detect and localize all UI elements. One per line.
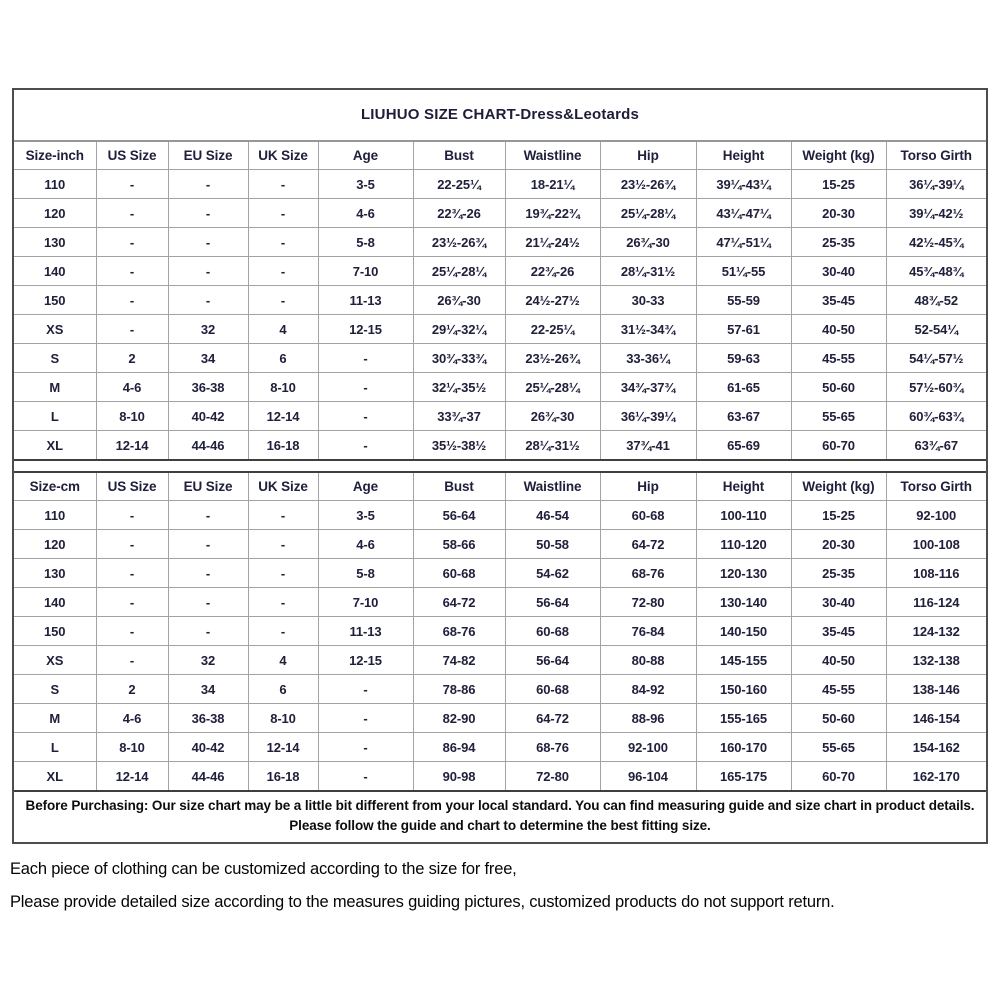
cm-cell-r4-c7: 76-84 — [600, 617, 696, 646]
cm-cell-r6-c0: S — [14, 675, 96, 704]
inch-cell-r7-c1: 4-6 — [96, 373, 168, 402]
inch-cell-r1-c10: 39¼-42½ — [886, 199, 986, 228]
cm-cell-r5-c1: - — [96, 646, 168, 675]
inch-table-row-L — [14, 402, 986, 431]
inch-cell-r2-c0: 130 — [14, 228, 96, 257]
inch-cell-r0-c10: 36¼-39¼ — [886, 170, 986, 199]
inch-cell-r4-c8: 55-59 — [696, 286, 791, 315]
cm-column-header-10: Torso Girth — [886, 473, 986, 501]
inch-cell-r4-c3: - — [248, 286, 318, 315]
inch-table-row-XL — [14, 431, 986, 460]
inch-cell-r4-c9: 35-45 — [791, 286, 886, 315]
cm-cell-r2-c7: 68-76 — [600, 559, 696, 588]
inch-cell-r6-c7: 33-36¼ — [600, 344, 696, 373]
inch-table-row-150 — [14, 286, 986, 315]
cm-cell-r9-c5: 90-98 — [413, 762, 505, 791]
inch-cell-r9-c1: 12-14 — [96, 431, 168, 460]
cm-cell-r3-c5: 64-72 — [413, 588, 505, 617]
inch-cell-r9-c6: 28¼-31½ — [505, 431, 600, 460]
cm-cell-r9-c8: 165-175 — [696, 762, 791, 791]
cm-table-row-XS — [14, 646, 986, 675]
customization-note-line-2: Please provide detailed size according to the measures guiding pictures, customized products do not support return. — [10, 893, 835, 911]
inch-cell-r0-c7: 23½-26¾ — [600, 170, 696, 199]
cm-table-row-110 — [14, 501, 986, 530]
inch-cell-r0-c1: - — [96, 170, 168, 199]
cm-cell-r2-c10: 108-116 — [886, 559, 986, 588]
inch-cell-r3-c8: 51¼-55 — [696, 257, 791, 286]
cm-cell-r7-c2: 36-38 — [168, 704, 248, 733]
cm-cell-r6-c2: 34 — [168, 675, 248, 704]
cm-cell-r3-c4: 7-10 — [318, 588, 413, 617]
inch-column-header-2: EU Size — [168, 142, 248, 170]
inch-cell-r3-c6: 22¾-26 — [505, 257, 600, 286]
cm-cell-r4-c8: 140-150 — [696, 617, 791, 646]
cm-cell-r5-c10: 132-138 — [886, 646, 986, 675]
cm-cell-r5-c2: 32 — [168, 646, 248, 675]
cm-cell-r8-c3: 12-14 — [248, 733, 318, 762]
cm-cell-r0-c2: - — [168, 501, 248, 530]
cm-cell-r9-c1: 12-14 — [96, 762, 168, 791]
inch-cell-r8-c1: 8-10 — [96, 402, 168, 431]
inch-cell-r1-c8: 43¼-47¼ — [696, 199, 791, 228]
cm-cell-r6-c3: 6 — [248, 675, 318, 704]
cm-cell-r1-c6: 50-58 — [505, 530, 600, 559]
cm-column-header-3: UK Size — [248, 473, 318, 501]
inch-cell-r5-c3: 4 — [248, 315, 318, 344]
table-separator — [14, 459, 986, 473]
inch-cell-r5-c7: 31½-34¾ — [600, 315, 696, 344]
inch-cell-r3-c4: 7-10 — [318, 257, 413, 286]
cm-cell-r0-c8: 100-110 — [696, 501, 791, 530]
cm-table-row-130 — [14, 559, 986, 588]
cm-column-header-4: Age — [318, 473, 413, 501]
inch-cell-r7-c0: M — [14, 373, 96, 402]
customization-note-line-1: Each piece of clothing can be customized according to the size for free, — [10, 860, 517, 878]
cm-table-row-150 — [14, 617, 986, 646]
cm-cell-r2-c3: - — [248, 559, 318, 588]
inch-cell-r1-c5: 22¾-26 — [413, 199, 505, 228]
cm-cell-r1-c9: 20-30 — [791, 530, 886, 559]
cm-cell-r8-c0: L — [14, 733, 96, 762]
inch-table-row-110 — [14, 170, 986, 199]
inch-cell-r2-c2: - — [168, 228, 248, 257]
inch-cell-r6-c10: 54¼-57½ — [886, 344, 986, 373]
inch-table-row-XS — [14, 315, 986, 344]
cm-cell-r8-c4: - — [318, 733, 413, 762]
inch-cell-r3-c10: 45¾-48¾ — [886, 257, 986, 286]
cm-cell-r4-c4: 11-13 — [318, 617, 413, 646]
cm-cell-r8-c10: 154-162 — [886, 733, 986, 762]
inch-cell-r5-c1: - — [96, 315, 168, 344]
inch-cell-r0-c2: - — [168, 170, 248, 199]
cm-cell-r2-c1: - — [96, 559, 168, 588]
inch-cell-r3-c3: - — [248, 257, 318, 286]
cm-cell-r1-c3: - — [248, 530, 318, 559]
inch-column-header-9: Weight (kg) — [791, 142, 886, 170]
cm-column-header-5: Bust — [413, 473, 505, 501]
cm-cell-r0-c4: 3-5 — [318, 501, 413, 530]
inch-cell-r8-c5: 33¾-37 — [413, 402, 505, 431]
cm-cell-r2-c5: 60-68 — [413, 559, 505, 588]
cm-cell-r8-c2: 40-42 — [168, 733, 248, 762]
cm-table-row-L — [14, 733, 986, 762]
inch-cell-r4-c1: - — [96, 286, 168, 315]
inch-cell-r2-c5: 23½-26¾ — [413, 228, 505, 257]
inch-cell-r9-c4: - — [318, 431, 413, 460]
inch-cell-r9-c3: 16-18 — [248, 431, 318, 460]
cm-cell-r3-c10: 116-124 — [886, 588, 986, 617]
inch-cell-r0-c3: - — [248, 170, 318, 199]
cm-cell-r6-c5: 78-86 — [413, 675, 505, 704]
inch-table-row-130 — [14, 228, 986, 257]
cm-cell-r4-c6: 60-68 — [505, 617, 600, 646]
inch-cell-r4-c0: 150 — [14, 286, 96, 315]
inch-column-header-4: Age — [318, 142, 413, 170]
inch-cell-r5-c4: 12-15 — [318, 315, 413, 344]
cm-cell-r7-c7: 88-96 — [600, 704, 696, 733]
inch-table-row-120 — [14, 199, 986, 228]
cm-cell-r9-c2: 44-46 — [168, 762, 248, 791]
cm-cell-r8-c7: 92-100 — [600, 733, 696, 762]
inch-cell-r7-c9: 50-60 — [791, 373, 886, 402]
cm-cell-r1-c5: 58-66 — [413, 530, 505, 559]
cm-cell-r1-c2: - — [168, 530, 248, 559]
inch-cell-r6-c2: 34 — [168, 344, 248, 373]
inch-cell-r7-c7: 34¾-37¾ — [600, 373, 696, 402]
inch-cell-r9-c2: 44-46 — [168, 431, 248, 460]
cm-cell-r7-c3: 8-10 — [248, 704, 318, 733]
inch-column-header-1: US Size — [96, 142, 168, 170]
cm-cell-r9-c3: 16-18 — [248, 762, 318, 791]
inch-cell-r2-c6: 21¼-24½ — [505, 228, 600, 257]
cm-cell-r3-c2: - — [168, 588, 248, 617]
cm-cell-r8-c1: 8-10 — [96, 733, 168, 762]
inch-cell-r2-c1: - — [96, 228, 168, 257]
inch-cell-r9-c10: 63¾-67 — [886, 431, 986, 460]
inch-cell-r3-c2: - — [168, 257, 248, 286]
inch-cell-r0-c6: 18-21¼ — [505, 170, 600, 199]
inch-cell-r3-c1: - — [96, 257, 168, 286]
cm-table-row-140 — [14, 588, 986, 617]
cm-cell-r3-c3: - — [248, 588, 318, 617]
size-chart-cm-table — [14, 473, 986, 790]
cm-column-header-9: Weight (kg) — [791, 473, 886, 501]
cm-cell-r0-c3: - — [248, 501, 318, 530]
cm-cell-r1-c0: 120 — [14, 530, 96, 559]
inch-cell-r2-c7: 26¾-30 — [600, 228, 696, 257]
cm-cell-r0-c9: 15-25 — [791, 501, 886, 530]
size-chart-inch-table — [14, 142, 986, 459]
inch-cell-r9-c8: 65-69 — [696, 431, 791, 460]
inch-column-header-8: Height — [696, 142, 791, 170]
inch-column-header-0: Size-inch — [14, 142, 96, 170]
inch-table-body — [14, 170, 986, 460]
inch-cell-r0-c9: 15-25 — [791, 170, 886, 199]
inch-cell-r5-c0: XS — [14, 315, 96, 344]
inch-cell-r7-c3: 8-10 — [248, 373, 318, 402]
cm-cell-r2-c2: - — [168, 559, 248, 588]
cm-cell-r5-c7: 80-88 — [600, 646, 696, 675]
cm-cell-r4-c3: - — [248, 617, 318, 646]
cm-cell-r7-c8: 155-165 — [696, 704, 791, 733]
cm-cell-r6-c6: 60-68 — [505, 675, 600, 704]
inch-cell-r0-c0: 110 — [14, 170, 96, 199]
inch-cell-r5-c9: 40-50 — [791, 315, 886, 344]
inch-cell-r7-c6: 25¼-28¼ — [505, 373, 600, 402]
inch-column-header-3: UK Size — [248, 142, 318, 170]
cm-cell-r0-c0: 110 — [14, 501, 96, 530]
cm-cell-r1-c10: 100-108 — [886, 530, 986, 559]
inch-cell-r6-c0: S — [14, 344, 96, 373]
cm-cell-r8-c5: 86-94 — [413, 733, 505, 762]
inch-cell-r2-c3: - — [248, 228, 318, 257]
cm-header-row — [14, 473, 986, 501]
inch-column-header-6: Waistline — [505, 142, 600, 170]
inch-cell-r7-c2: 36-38 — [168, 373, 248, 402]
cm-column-header-7: Hip — [600, 473, 696, 501]
cm-cell-r7-c10: 146-154 — [886, 704, 986, 733]
cm-cell-r6-c9: 45-55 — [791, 675, 886, 704]
inch-cell-r0-c4: 3-5 — [318, 170, 413, 199]
cm-table-row-S — [14, 675, 986, 704]
inch-cell-r9-c7: 37¾-41 — [600, 431, 696, 460]
inch-cell-r4-c5: 26¾-30 — [413, 286, 505, 315]
cm-cell-r0-c5: 56-64 — [413, 501, 505, 530]
inch-cell-r7-c8: 61-65 — [696, 373, 791, 402]
inch-cell-r1-c7: 25¼-28¼ — [600, 199, 696, 228]
inch-cell-r8-c0: L — [14, 402, 96, 431]
inch-cell-r5-c10: 52-54¼ — [886, 315, 986, 344]
inch-column-header-7: Hip — [600, 142, 696, 170]
inch-cell-r8-c9: 55-65 — [791, 402, 886, 431]
inch-cell-r6-c1: 2 — [96, 344, 168, 373]
inch-cell-r2-c4: 5-8 — [318, 228, 413, 257]
cm-cell-r5-c0: XS — [14, 646, 96, 675]
inch-cell-r8-c8: 63-67 — [696, 402, 791, 431]
inch-cell-r6-c4: - — [318, 344, 413, 373]
inch-cell-r1-c1: - — [96, 199, 168, 228]
inch-cell-r2-c8: 47¼-51¼ — [696, 228, 791, 257]
inch-column-header-10: Torso Girth — [886, 142, 986, 170]
cm-cell-r9-c6: 72-80 — [505, 762, 600, 791]
cm-cell-r4-c10: 124-132 — [886, 617, 986, 646]
purchase-note: Before Purchasing: Our size chart may be a little bit different from your local standard. You can find measuring guide and size chart in product details. Please follow the guide and chart to determine the best fitting size. — [14, 790, 986, 842]
inch-cell-r3-c0: 140 — [14, 257, 96, 286]
cm-cell-r8-c8: 160-170 — [696, 733, 791, 762]
cm-cell-r6-c4: - — [318, 675, 413, 704]
cm-cell-r9-c7: 96-104 — [600, 762, 696, 791]
inch-cell-r8-c10: 60¾-63¾ — [886, 402, 986, 431]
cm-column-header-8: Height — [696, 473, 791, 501]
cm-table-body — [14, 501, 986, 791]
inch-cell-r5-c8: 57-61 — [696, 315, 791, 344]
cm-cell-r7-c5: 82-90 — [413, 704, 505, 733]
inch-cell-r3-c5: 25¼-28¼ — [413, 257, 505, 286]
inch-cell-r0-c8: 39¼-43¼ — [696, 170, 791, 199]
cm-cell-r3-c0: 140 — [14, 588, 96, 617]
size-chart-container — [12, 88, 988, 844]
cm-cell-r1-c8: 110-120 — [696, 530, 791, 559]
cm-cell-r6-c1: 2 — [96, 675, 168, 704]
inch-cell-r2-c9: 25-35 — [791, 228, 886, 257]
cm-column-header-1: US Size — [96, 473, 168, 501]
cm-cell-r0-c7: 60-68 — [600, 501, 696, 530]
cm-cell-r3-c9: 30-40 — [791, 588, 886, 617]
inch-cell-r8-c7: 36¼-39¼ — [600, 402, 696, 431]
inch-cell-r8-c3: 12-14 — [248, 402, 318, 431]
inch-cell-r3-c7: 28¼-31½ — [600, 257, 696, 286]
cm-cell-r2-c0: 130 — [14, 559, 96, 588]
inch-cell-r8-c2: 40-42 — [168, 402, 248, 431]
inch-cell-r5-c6: 22-25¼ — [505, 315, 600, 344]
cm-cell-r3-c6: 56-64 — [505, 588, 600, 617]
cm-cell-r7-c0: M — [14, 704, 96, 733]
inch-cell-r6-c5: 30¾-33¾ — [413, 344, 505, 373]
inch-cell-r4-c2: - — [168, 286, 248, 315]
cm-cell-r0-c1: - — [96, 501, 168, 530]
cm-table-row-120 — [14, 530, 986, 559]
cm-cell-r5-c6: 56-64 — [505, 646, 600, 675]
inch-cell-r4-c6: 24½-27½ — [505, 286, 600, 315]
inch-cell-r4-c7: 30-33 — [600, 286, 696, 315]
inch-cell-r4-c10: 48¾-52 — [886, 286, 986, 315]
inch-table-row-140 — [14, 257, 986, 286]
inch-cell-r9-c0: XL — [14, 431, 96, 460]
cm-cell-r5-c4: 12-15 — [318, 646, 413, 675]
inch-cell-r8-c4: - — [318, 402, 413, 431]
cm-cell-r7-c1: 4-6 — [96, 704, 168, 733]
cm-cell-r4-c0: 150 — [14, 617, 96, 646]
inch-header-row — [14, 142, 986, 170]
cm-cell-r7-c6: 64-72 — [505, 704, 600, 733]
inch-cell-r9-c5: 35½-38½ — [413, 431, 505, 460]
inch-cell-r7-c5: 32¼-35½ — [413, 373, 505, 402]
inch-cell-r6-c3: 6 — [248, 344, 318, 373]
cm-cell-r4-c2: - — [168, 617, 248, 646]
cm-cell-r6-c7: 84-92 — [600, 675, 696, 704]
cm-cell-r3-c1: - — [96, 588, 168, 617]
inch-cell-r6-c6: 23½-26¾ — [505, 344, 600, 373]
cm-column-header-6: Waistline — [505, 473, 600, 501]
cm-cell-r0-c10: 92-100 — [886, 501, 986, 530]
inch-cell-r3-c9: 30-40 — [791, 257, 886, 286]
cm-cell-r2-c6: 54-62 — [505, 559, 600, 588]
cm-cell-r4-c5: 68-76 — [413, 617, 505, 646]
cm-cell-r1-c4: 4-6 — [318, 530, 413, 559]
cm-cell-r3-c8: 130-140 — [696, 588, 791, 617]
cm-cell-r0-c6: 46-54 — [505, 501, 600, 530]
inch-column-header-5: Bust — [413, 142, 505, 170]
cm-cell-r4-c1: - — [96, 617, 168, 646]
cm-cell-r1-c7: 64-72 — [600, 530, 696, 559]
cm-table-row-M — [14, 704, 986, 733]
cm-cell-r5-c3: 4 — [248, 646, 318, 675]
inch-cell-r5-c5: 29¼-32¼ — [413, 315, 505, 344]
inch-cell-r7-c4: - — [318, 373, 413, 402]
cm-table-header — [14, 473, 986, 501]
cm-column-header-0: Size-cm — [14, 473, 96, 501]
inch-table-row-M — [14, 373, 986, 402]
inch-cell-r1-c3: - — [248, 199, 318, 228]
inch-cell-r4-c4: 11-13 — [318, 286, 413, 315]
cm-cell-r2-c4: 5-8 — [318, 559, 413, 588]
inch-cell-r1-c0: 120 — [14, 199, 96, 228]
cm-cell-r9-c10: 162-170 — [886, 762, 986, 791]
cm-cell-r9-c9: 60-70 — [791, 762, 886, 791]
cm-cell-r2-c9: 25-35 — [791, 559, 886, 588]
cm-cell-r3-c7: 72-80 — [600, 588, 696, 617]
inch-cell-r1-c4: 4-6 — [318, 199, 413, 228]
inch-table-row-S — [14, 344, 986, 373]
cm-cell-r1-c1: - — [96, 530, 168, 559]
inch-cell-r2-c10: 42½-45¾ — [886, 228, 986, 257]
inch-cell-r5-c2: 32 — [168, 315, 248, 344]
inch-cell-r1-c6: 19¾-22¾ — [505, 199, 600, 228]
inch-cell-r1-c9: 20-30 — [791, 199, 886, 228]
inch-cell-r1-c2: - — [168, 199, 248, 228]
inch-table-header — [14, 142, 986, 170]
inch-cell-r6-c8: 59-63 — [696, 344, 791, 373]
cm-cell-r8-c6: 68-76 — [505, 733, 600, 762]
inch-cell-r8-c6: 26¾-30 — [505, 402, 600, 431]
chart-title: LIUHUO SIZE CHART-Dress&Leotards — [14, 90, 986, 142]
cm-cell-r5-c8: 145-155 — [696, 646, 791, 675]
inch-cell-r0-c5: 22-25¼ — [413, 170, 505, 199]
inch-cell-r7-c10: 57½-60¾ — [886, 373, 986, 402]
cm-cell-r4-c9: 35-45 — [791, 617, 886, 646]
cm-table-row-XL — [14, 762, 986, 791]
cm-cell-r5-c9: 40-50 — [791, 646, 886, 675]
cm-cell-r7-c9: 50-60 — [791, 704, 886, 733]
cm-column-header-2: EU Size — [168, 473, 248, 501]
cm-cell-r5-c5: 74-82 — [413, 646, 505, 675]
cm-cell-r6-c8: 150-160 — [696, 675, 791, 704]
cm-cell-r6-c10: 138-146 — [886, 675, 986, 704]
inch-cell-r6-c9: 45-55 — [791, 344, 886, 373]
cm-cell-r9-c4: - — [318, 762, 413, 791]
inch-cell-r9-c9: 60-70 — [791, 431, 886, 460]
cm-cell-r9-c0: XL — [14, 762, 96, 791]
cm-cell-r2-c8: 120-130 — [696, 559, 791, 588]
cm-cell-r7-c4: - — [318, 704, 413, 733]
cm-cell-r8-c9: 55-65 — [791, 733, 886, 762]
